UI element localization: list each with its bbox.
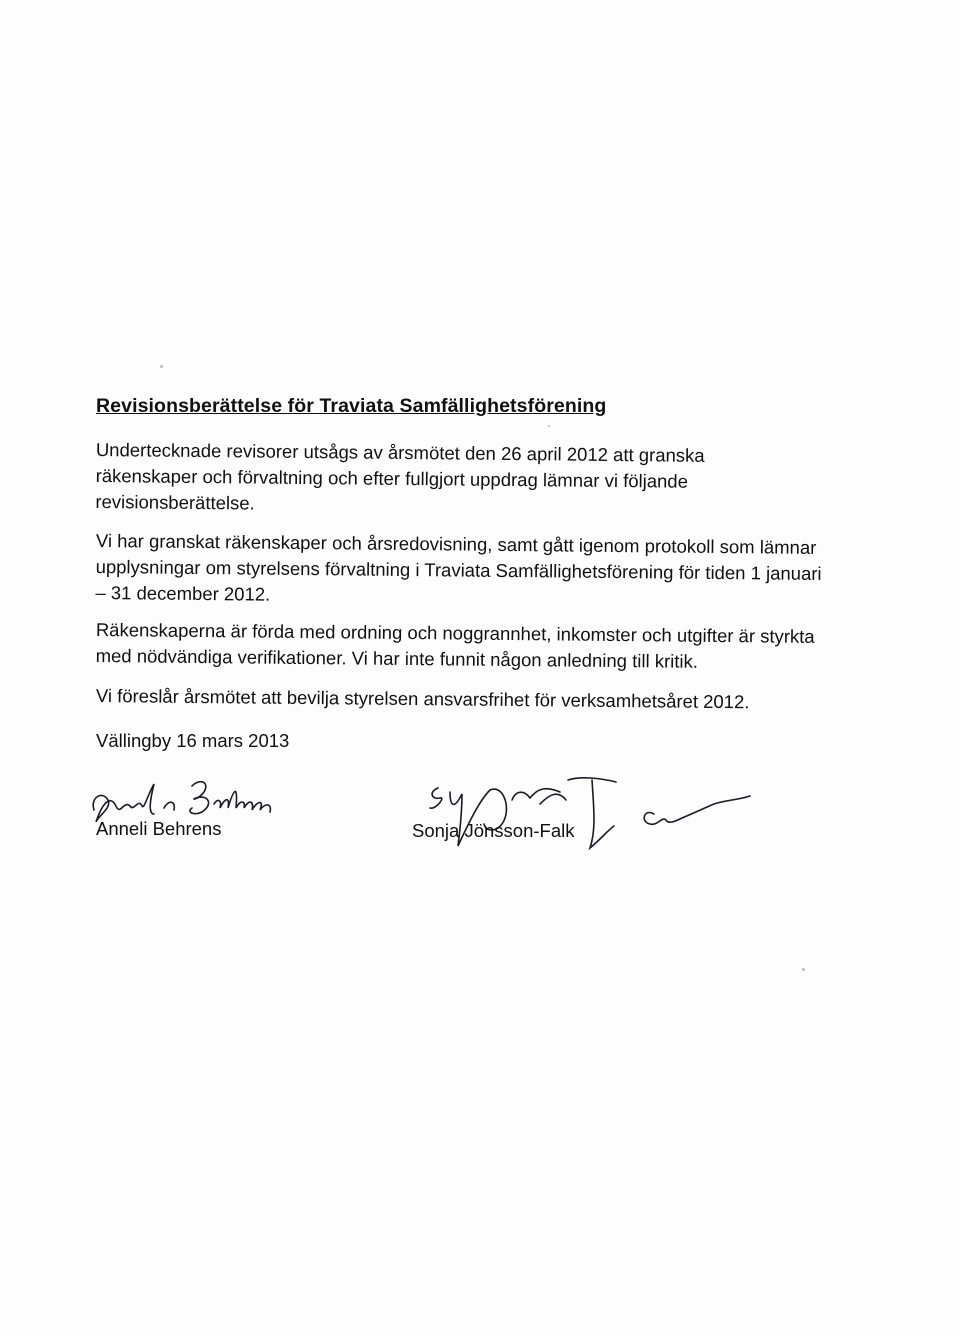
signature-block-left <box>80 770 300 850</box>
handwritten-signature-right <box>400 770 770 860</box>
paragraph-recommendation: Vi föreslår årsmötet att bevilja styrelsen ansvarsfrihet för verksamhetsåret 2012. <box>95 684 750 713</box>
document-title: Revisionsberättelse för Traviata Samfällighetsförening <box>96 395 607 417</box>
signatory-name-anneli-behrens: Anneli Behrens <box>96 818 222 839</box>
paragraph-findings: Räkenskaperna är förda med ordning och noggrannhet, inkomster och utgifter är styrkta med nödvändiga verifikationer. Vi har inte funnit någon anledning till kritik. <box>95 618 815 672</box>
paragraph-appointment: Undertecknade revisorer utsågs av årsmötet den 26 april 2012 att granska räkenskaper och förvaltning och efter fullgjort uppdrag lämnar vi följande revisionsberättelse. <box>95 438 705 514</box>
signatory-name-sonja-jonsson-falk: Sonja Jönsson-Falk <box>412 820 575 841</box>
paper-speck <box>548 425 550 427</box>
paper-speck <box>160 365 163 368</box>
place-and-date: Vällingby 16 mars 2013 <box>96 730 290 751</box>
paper-speck <box>802 968 805 971</box>
signature-block-right <box>400 770 770 860</box>
paragraph-review-scope: Vi har granskat räkenskaper och årsredovisning, samt gått igenom protokoll som lämnar upplysningar om styrelsens förvaltning i Traviata Samfällighetsförening för tiden 1 januari – 31 december 2012. <box>95 529 822 605</box>
